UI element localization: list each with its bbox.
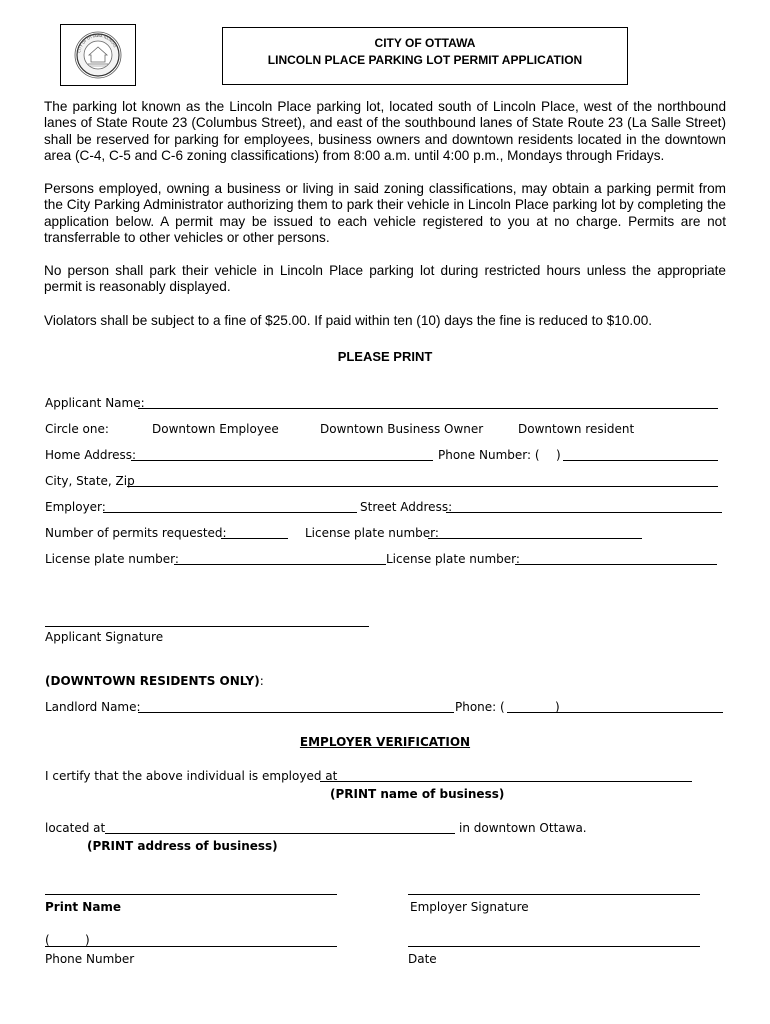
license-plate-label-3: License plate number: [386, 552, 520, 566]
applicant-name-label: Applicant Name: [45, 396, 145, 410]
svg-text:CITY OF OTTAWA ILLINOIS: CITY OF OTTAWA ILLINOIS [77, 33, 118, 54]
street-address-label: Street Address: [360, 500, 453, 514]
license-plate-field-1[interactable] [428, 538, 642, 539]
landlord-name-label: Landlord Name: [45, 700, 141, 714]
applicant-signature-field[interactable] [45, 626, 369, 627]
option-downtown-resident[interactable]: Downtown resident [518, 422, 635, 436]
print-business-address-hint: (PRINT address of business) [87, 839, 278, 853]
phone-number-label: Phone Number: ( [438, 448, 540, 462]
paragraph-display: No person shall park their vehicle in Lincoln Place parking lot during restricted hours unless the appropriate permit is reasonably displayed. [44, 263, 726, 295]
landlord-phone-close-paren: ) [555, 700, 560, 714]
phone-number-field[interactable] [563, 460, 718, 461]
option-downtown-employee[interactable]: Downtown Employee [152, 422, 279, 436]
downtown-residents-heading [45, 674, 264, 688]
landlord-name-field[interactable] [138, 712, 454, 713]
license-plate-label-1: License plate number: [305, 526, 439, 540]
city-seal-box [60, 24, 136, 86]
date-label: Date [408, 952, 437, 966]
num-permits-label: Number of permits requested: [45, 526, 227, 540]
employer-signature-field[interactable] [408, 894, 700, 895]
license-plate-label-2: License plate number: [45, 552, 179, 566]
city-state-zip-label: City, State, Zip [45, 474, 135, 488]
city-state-zip-field[interactable] [127, 486, 718, 487]
business-name-field[interactable] [320, 781, 692, 782]
print-name-label: Print Name [45, 900, 122, 914]
date-field[interactable] [408, 946, 700, 947]
title-box [222, 27, 628, 85]
downtown-residents-colon: : [259, 674, 264, 688]
city-seal-icon [61, 25, 135, 85]
employer-phone-close-paren: ) [85, 933, 90, 947]
certify-text: I certify that the above individual is employed at [45, 769, 338, 783]
landlord-phone-label: Phone: ( [455, 700, 505, 714]
form-title: LINCOLN PLACE PARKING LOT PERMIT APPLICATION [267, 53, 583, 67]
circle-one-label: Circle one: [45, 422, 109, 436]
option-downtown-business-owner[interactable]: Downtown Business Owner [320, 422, 484, 436]
street-address-field[interactable] [446, 512, 722, 513]
applicant-signature-label: Applicant Signature [45, 630, 164, 644]
located-at-label: located at [45, 821, 106, 835]
applicant-name-field[interactable] [138, 408, 718, 409]
employer-phone-open-paren: ( [45, 933, 50, 947]
license-plate-field-3[interactable] [515, 564, 717, 565]
phone-close-paren: ) [556, 448, 561, 462]
employer-phone-field[interactable] [45, 946, 337, 947]
paragraph-permit: Persons employed, owning a business or living in said zoning classifications, may obtain a parking permit from the City Parking Administrator authorizing them to park their vehicle in Lincoln Place parking lot by completing the application below. A permit may be issued to each vehicle registered to you at no charge. Permits are not transferrable to other vehicles or other persons. [44, 181, 726, 246]
employer-field[interactable] [103, 512, 357, 513]
city-name: CITY OF OTTAWA [374, 36, 476, 50]
paragraph-reserved: The parking lot known as the Lincoln Place parking lot, located south of Lincoln Place, west of the northbound lanes of State Route 23 (Columbus Street), and east of the southbound lanes of State Route 23 (La Salle Street) shall be reserved for parking for employees, business owners and downtown residents located in the downtown area (C-4, C-5 and C-6 zoning classifications) from 8:00 a.m. until 4:00 p.m., Mondays through Fridays. [44, 99, 726, 164]
landlord-phone-field[interactable] [507, 712, 723, 713]
home-address-label: Home Address: [45, 448, 137, 462]
license-plate-field-2[interactable] [174, 564, 386, 565]
employer-signature-label: Employer Signature [410, 900, 529, 914]
paragraph-fine: Violators shall be subject to a fine of $25.00. If paid within ten (10) days the fine is reduced to $10.00. [44, 313, 653, 328]
print-business-name-hint: (PRINT name of business) [330, 787, 505, 801]
employer-label: Employer: [45, 500, 106, 514]
employer-verification-heading: EMPLOYER VERIFICATION [299, 735, 471, 749]
business-address-field[interactable] [105, 833, 455, 834]
downtown-residents-only: (DOWNTOWN RESIDENTS ONLY) [45, 674, 260, 688]
print-name-field[interactable] [45, 894, 337, 895]
home-address-field[interactable] [131, 460, 433, 461]
phone-number-label-employer: Phone Number [45, 952, 135, 966]
num-permits-field[interactable] [221, 538, 288, 539]
in-downtown-text: in downtown Ottawa. [459, 821, 587, 835]
please-print-heading: PLEASE PRINT [337, 349, 433, 364]
